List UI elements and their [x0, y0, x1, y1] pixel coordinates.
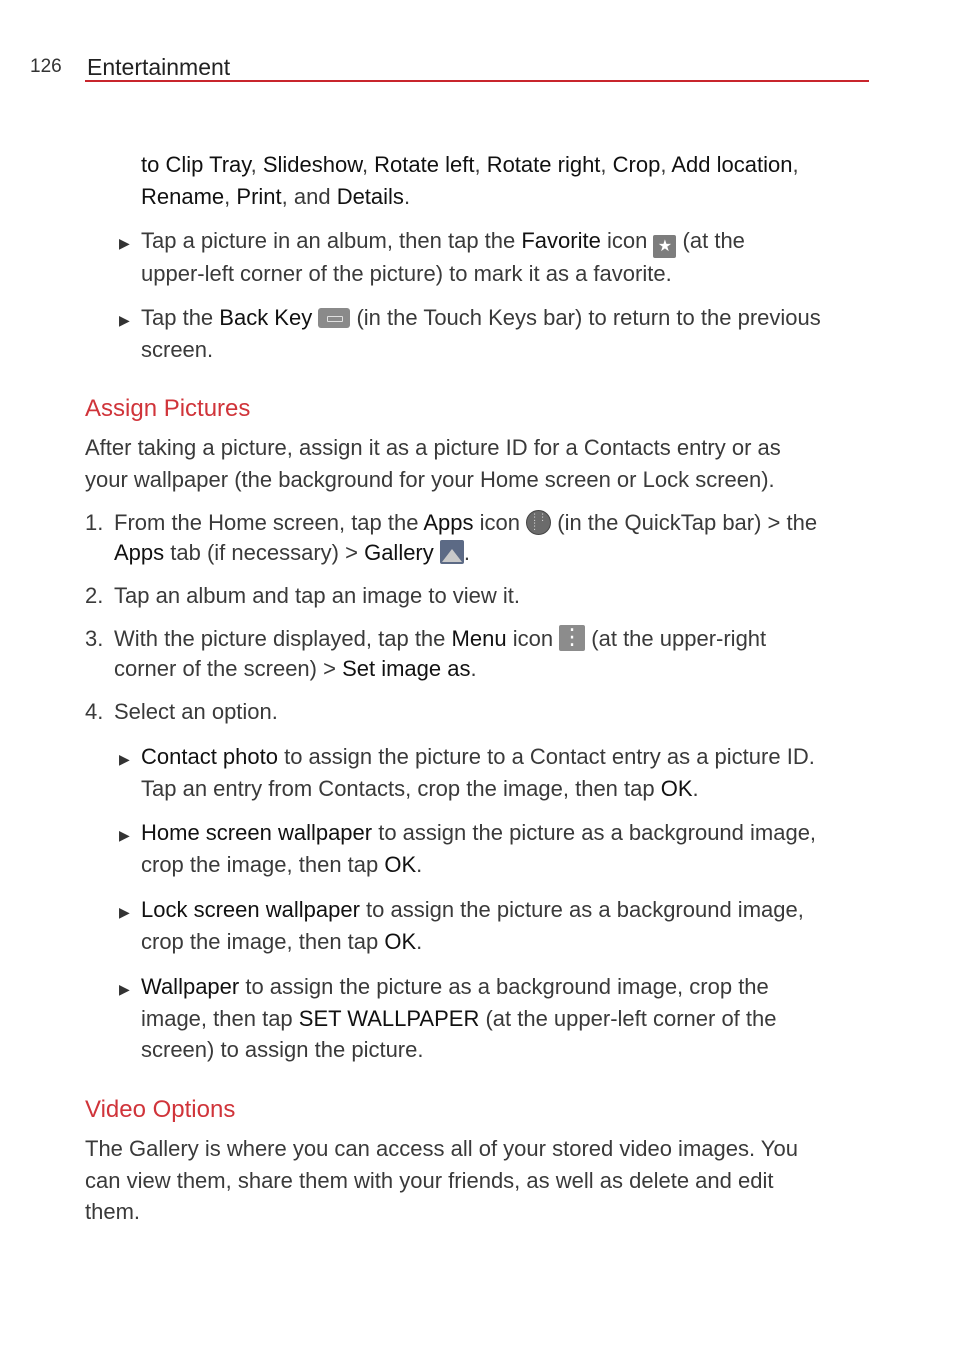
header-rule — [85, 80, 869, 82]
sep: , — [250, 152, 263, 177]
option-rotate-right: Rotate right — [486, 152, 601, 177]
ok-label: OK — [660, 775, 693, 801]
text: . — [416, 851, 423, 877]
text: to assign the picture as a background image, crop the — [239, 974, 769, 999]
text: your wallpaper (the background for your Home screen or Lock screen). — [85, 466, 775, 492]
star-icon: ★ — [653, 235, 676, 258]
text: Tap the — [141, 305, 220, 330]
back-key-icon — [318, 308, 350, 328]
back-key-instruction — [141, 302, 875, 365]
text: Tap a picture in an album, then tap the — [141, 228, 522, 253]
sep: , — [224, 183, 237, 209]
step-number: 4. — [85, 699, 104, 724]
wallpaper-label: Wallpaper — [141, 974, 240, 999]
text: The Gallery is where you can access all of your stored video images. You — [85, 1136, 798, 1161]
option-crop: Crop — [612, 152, 661, 177]
text: screen. — [141, 336, 214, 362]
option-print: Print — [236, 183, 282, 209]
text: icon — [473, 510, 527, 535]
text: them. — [85, 1199, 141, 1224]
text: . — [416, 928, 423, 954]
step-number: 1. — [85, 510, 104, 535]
set-wallpaper-label: SET WALLPAPER — [298, 1005, 480, 1031]
option-rotate-left: Rotate left — [374, 152, 475, 177]
options-continuation — [141, 149, 875, 212]
option-home-screen-wallpaper — [141, 817, 875, 880]
text: Tap an entry from Contacts, crop the image, then tap — [141, 775, 661, 801]
ok-label: OK — [384, 928, 417, 954]
text: (at the upper-left corner of the — [479, 1005, 777, 1031]
text: can view them, share them with your friends, as well as delete and edit — [85, 1167, 774, 1193]
section-heading-video-options: Video Options — [85, 1096, 236, 1123]
text: (in the Touch Keys bar) to return to the previous — [350, 305, 821, 330]
text: After taking a picture, assign it as a picture ID for a Contacts entry or as — [85, 435, 781, 460]
option-clip-tray: to Clip Tray — [141, 152, 251, 177]
step-1-text — [114, 508, 874, 568]
sep: , — [660, 152, 672, 177]
set-image-as-label: Set image as — [342, 656, 471, 681]
triangle-bullet-icon: ▶ — [119, 904, 130, 920]
lock-screen-wallpaper-label: Lock screen wallpaper — [141, 897, 360, 922]
triangle-bullet-icon: ▶ — [119, 235, 130, 251]
ok-label: OK — [384, 851, 417, 877]
sep: , — [361, 152, 375, 177]
apps-label: Apps — [423, 510, 474, 535]
step-4-text: Select an option. — [114, 699, 278, 724]
text: to assign the picture to a Contact entry as a picture ID. — [277, 744, 815, 769]
section-heading-assign-pictures: Assign Pictures — [85, 395, 251, 422]
text: With the picture displayed, tap the — [114, 626, 452, 651]
menu-icon — [559, 625, 585, 651]
option-details: Details — [336, 183, 404, 209]
text: icon — [506, 626, 560, 651]
triangle-bullet-icon: ▶ — [119, 751, 130, 767]
triangle-bullet-icon: ▶ — [119, 981, 130, 997]
text: From the Home screen, tap the — [114, 510, 424, 535]
step-2-text: Tap an album and tap an image to view it. — [114, 583, 521, 608]
home-screen-wallpaper-label: Home screen wallpaper — [141, 820, 373, 845]
gallery-label: Gallery — [364, 540, 434, 565]
menu-label: Menu — [451, 626, 507, 651]
back-key-label: Back Key — [219, 305, 313, 330]
option-lock-screen-wallpaper — [141, 894, 875, 957]
sep: , — [600, 152, 613, 177]
text: icon — [600, 228, 654, 253]
triangle-bullet-icon: ▶ — [119, 312, 130, 328]
text: . — [692, 775, 699, 801]
gallery-icon — [440, 540, 464, 564]
triangle-bullet-icon: ▶ — [119, 827, 130, 843]
text: image, then tap — [141, 1005, 299, 1031]
text: . — [470, 656, 477, 681]
text: to assign the picture as a background image, — [372, 820, 817, 845]
text: . — [463, 540, 471, 565]
step-3-text — [114, 624, 874, 684]
sep: , — [474, 152, 487, 177]
text: screen) to assign the picture. — [141, 1037, 424, 1062]
contact-photo-label: Contact photo — [141, 744, 278, 769]
step-number: 3. — [85, 626, 104, 651]
option-add-location: Add location — [671, 152, 793, 177]
sep: , — [792, 152, 799, 177]
sep: . — [403, 183, 411, 209]
favorite-instruction — [141, 225, 875, 290]
text: crop the image, then tap — [141, 928, 385, 954]
text: (at the upper-right — [585, 626, 767, 651]
text: corner of the screen) > — [114, 656, 343, 681]
option-slideshow: Slideshow — [262, 152, 362, 177]
page-number: 126 — [30, 56, 62, 77]
option-rename: Rename — [141, 183, 225, 209]
option-contact-photo — [141, 741, 875, 804]
sep: , and — [281, 183, 337, 209]
video-intro — [85, 1133, 875, 1228]
text: tab (if necessary) > — [164, 540, 365, 565]
assign-intro — [85, 432, 875, 495]
favorite-label: Favorite — [521, 228, 601, 253]
text: (at the — [676, 228, 745, 253]
step-number: 2. — [85, 583, 104, 608]
text: to assign the picture as a background image, — [359, 897, 804, 922]
apps-tab-label: Apps — [114, 540, 165, 565]
option-wallpaper — [141, 971, 875, 1066]
running-head: Entertainment — [87, 54, 231, 80]
text: upper-left corner of the picture) to mark it as a favorite. — [141, 261, 672, 286]
apps-icon — [526, 510, 551, 535]
text: (in the QuickTap bar) > the — [551, 510, 818, 535]
text: crop the image, then tap — [141, 851, 385, 877]
